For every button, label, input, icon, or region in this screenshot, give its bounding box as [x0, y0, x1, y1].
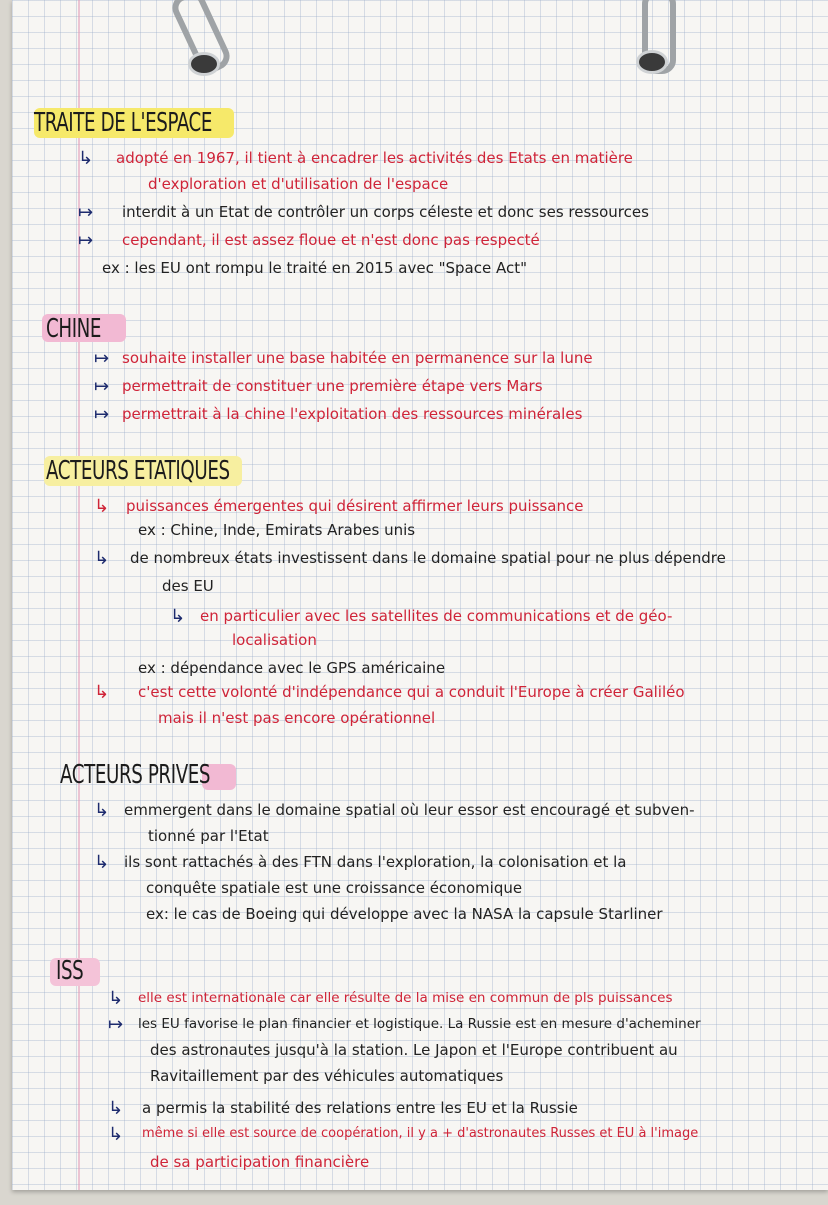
arrow-icon: ↳	[94, 852, 110, 873]
binder-hole-left	[188, 52, 220, 76]
note-line: même si elle est source de coopération, il y a + d'astronautes Russes et EU à l'image	[142, 1126, 699, 1141]
note-line: interdit à un Etat de contrôler un corps céleste et donc ses ressources	[122, 203, 649, 221]
note-line: en particulier avec les satellites de communications et de géo-	[200, 607, 673, 625]
note-line: tionné par l'Etat	[148, 827, 269, 845]
note-line: conquête spatiale est une croissance économique	[146, 879, 523, 897]
section-title-traite: TRAITE DE L'ESPACE	[34, 108, 213, 138]
arrow-icon: ↳	[94, 800, 110, 821]
note-line: des astronautes jusqu'à la station. Le Japon et l'Europe contribuent au	[150, 1041, 678, 1059]
margin-line	[78, 0, 80, 1190]
note-line: puissances émergentes qui désirent affirmer leurs puissance	[126, 497, 584, 515]
note-line: de sa participation financière	[150, 1153, 370, 1171]
note-line: Ravitaillement par des véhicules automatiques	[150, 1067, 504, 1085]
arrow-icon: ↳	[108, 1098, 124, 1119]
section-title-acteurs-etatiques: ACTEURS ETATIQUES	[46, 456, 230, 486]
arrow-icon: ↳	[94, 548, 110, 569]
note-line: des EU	[162, 577, 214, 595]
notebook-page	[12, 0, 828, 1190]
note-line: de nombreux états investissent dans le domaine spatial pour ne plus dépendre	[130, 549, 726, 567]
note-line: mais il n'est pas encore opérationnel	[158, 709, 436, 727]
arrow-icon: ↳	[108, 1124, 124, 1145]
arrow-icon: ↳	[94, 496, 110, 517]
binder-hole-right	[636, 50, 668, 74]
note-line: d'exploration et d'utilisation de l'espace	[148, 175, 449, 193]
note-line: les EU favorise le plan financier et logistique. La Russie est en mesure d'acheminer	[138, 1016, 701, 1032]
note-line: ex : dépendance avec le GPS américaine	[138, 659, 446, 677]
arrow-icon: ↳	[170, 606, 186, 627]
note-line: a permis la stabilité des relations entre les EU et la Russie	[142, 1099, 578, 1117]
arrow-icon: ↦	[94, 376, 110, 397]
note-line: cependant, il est assez floue et n'est donc pas respecté	[122, 231, 540, 249]
note-line: ex : les EU ont rompu le traité en 2015 avec "Space Act"	[102, 259, 528, 277]
note-line: permettrait à la chine l'exploitation des ressources minérales	[122, 405, 583, 423]
note-line: souhaite installer une base habitée en permanence sur la lune	[122, 349, 593, 367]
arrow-icon: ↳	[94, 682, 110, 703]
note-line: permettrait de constituer une première étape vers Mars	[122, 377, 543, 395]
arrow-icon: ↦	[78, 230, 94, 251]
note-line: elle est internationale car elle résulte de la mise en commun de pls puissances	[138, 990, 673, 1006]
note-line: ils sont rattachés à des FTN dans l'exploration, la colonisation et la	[124, 853, 627, 871]
arrow-icon: ↳	[78, 148, 94, 169]
arrow-icon: ↦	[78, 202, 94, 223]
arrow-icon: ↳	[108, 988, 124, 1009]
arrow-icon: ↦	[108, 1014, 124, 1035]
arrow-icon: ↦	[94, 348, 110, 369]
note-line: c'est cette volonté d'indépendance qui a conduit l'Europe à créer Galiléo	[138, 683, 685, 701]
note-line: ex : Chine, Inde, Emirats Arabes unis	[138, 521, 416, 539]
note-line: ex: le cas de Boeing qui développe avec la NASA la capsule Starliner	[146, 905, 663, 923]
section-title-iss: ISS	[56, 956, 84, 986]
arrow-icon: ↦	[94, 404, 110, 425]
note-line: localisation	[232, 631, 317, 649]
section-title-chine: CHINE	[46, 314, 102, 344]
note-line: adopté en 1967, il tient à encadrer les activités des Etats en matière	[116, 149, 633, 167]
section-title-acteurs-prives: ACTEURS PRIVES	[60, 760, 211, 790]
note-line: emmergent dans le domaine spatial où leur essor est encouragé et subven-	[124, 801, 695, 819]
